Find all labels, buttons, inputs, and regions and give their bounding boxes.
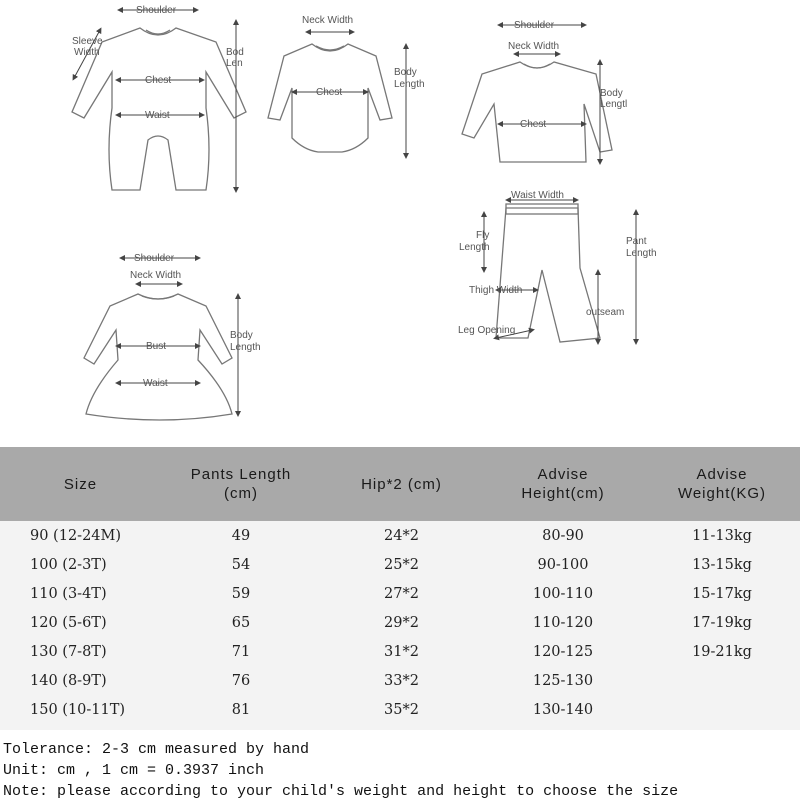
top-chest-label: Chest	[520, 119, 547, 130]
pants-diagram	[458, 190, 657, 342]
cell-height: 130-140	[532, 701, 594, 718]
dress-waist-label: Waist	[143, 378, 168, 389]
pants-waist-label: Waist Width	[511, 190, 564, 201]
cell-hip: 29*2	[384, 614, 419, 631]
romper-shoulder-label: Shoulder	[136, 5, 177, 16]
dress-shoulder-label: Shoulder	[134, 253, 175, 264]
pants-length-label-2: Length	[626, 248, 657, 259]
cell-hip: 25*2	[384, 556, 419, 573]
bodysuit-outline	[268, 44, 392, 152]
bodysuit-diagram	[268, 15, 425, 156]
dress-body-label: Body	[230, 330, 253, 341]
table-row	[0, 550, 800, 579]
cell-pants-length: 49	[231, 527, 251, 544]
cell-size: 120 (5-6T)	[30, 614, 107, 631]
cell-height: 80-90	[542, 527, 584, 544]
notes-block	[3, 739, 800, 802]
cell-pants-length: 65	[231, 614, 251, 631]
pants-waistband	[506, 204, 578, 214]
cell-size: 110 (3-4T)	[30, 585, 107, 602]
romper-body-label: Bod	[226, 47, 244, 58]
cell-hip: 35*2	[384, 701, 419, 718]
pants-leg-label: Leg Opening	[458, 325, 516, 336]
cell-hip: 27*2	[384, 585, 419, 602]
cell-weight: 19-21kg	[692, 643, 752, 660]
dress-collar	[142, 296, 174, 299]
cell-height: 120-125	[532, 643, 594, 660]
cell-size: 100 (2-3T)	[30, 556, 107, 573]
cell-weight: 13-15kg	[692, 556, 752, 573]
cell-size: 90 (12-24M)	[30, 527, 122, 544]
cell-pants-length: 81	[231, 701, 251, 718]
dress-body-label-2: Length	[230, 342, 261, 353]
cell-hip: 24*2	[384, 527, 419, 544]
top-body-label: Body	[600, 88, 623, 99]
top-neck-label: Neck Width	[508, 41, 560, 52]
cell-weight: 15-17kg	[692, 585, 752, 602]
cell-pants-length: 59	[231, 585, 251, 602]
cell-height: 110-120	[532, 614, 594, 631]
tolerance-note: Tolerance: 2-3 cm measured by hand	[3, 741, 310, 758]
table-row	[0, 579, 800, 608]
romper-waist-label: Waist	[145, 110, 170, 121]
cell-weight	[644, 666, 800, 695]
size-chart	[0, 447, 800, 730]
cell-weight: 17-19kg	[692, 614, 752, 631]
cell-pants-length: 71	[231, 643, 251, 660]
header-pants-length: Pants Length (cm)	[161, 447, 321, 521]
dress-diagram	[84, 253, 261, 420]
header-hip: Hip*2 (cm)	[321, 447, 482, 521]
size-table	[0, 447, 800, 724]
size-table-header-row	[0, 447, 800, 521]
top-shoulder-label: Shoulder	[514, 20, 555, 31]
cell-weight	[644, 695, 800, 724]
dress-bust-label: Bust	[146, 341, 167, 352]
top-body-label-2: Lengtl	[600, 99, 628, 110]
top-outline	[462, 62, 612, 162]
header-advise-height: Advise Height(cm)	[482, 447, 644, 521]
table-row	[0, 521, 800, 550]
table-row	[0, 666, 800, 695]
bodysuit-body-label: Body	[394, 67, 417, 78]
dress-neck-label: Neck Width	[130, 270, 182, 281]
romper-chest-label: Chest	[145, 75, 172, 86]
romper-sleeve-label: Sleeve	[72, 36, 103, 47]
bodysuit-chest-label: Chest	[316, 87, 343, 98]
header-size: Size	[0, 447, 161, 521]
pants-outline	[496, 208, 600, 342]
cell-height: 125-130	[532, 672, 594, 689]
pants-fly-label: Fly	[476, 230, 490, 241]
cell-height: 90-100	[537, 556, 589, 573]
table-row	[0, 637, 800, 666]
unit-note: Unit: cm , 1 cm = 0.3937 inch	[3, 762, 265, 779]
top-diagram	[462, 20, 627, 162]
cell-pants-length: 76	[231, 672, 251, 689]
bodysuit-neck-label: Neck Width	[302, 15, 354, 26]
romper-diagram	[72, 5, 246, 190]
romper-sleeve-label-2: Width	[74, 47, 100, 58]
header-advise-weight: Advise Weight(KG)	[644, 447, 800, 521]
romper-body-label-2: Len	[226, 58, 243, 69]
cell-hip: 33*2	[384, 672, 419, 689]
cell-weight: 11-13kg	[692, 527, 752, 544]
cell-size: 150 (10-11T)	[30, 701, 126, 718]
size-advice-note: Note: please according to your child's weight and height to choose the size	[3, 783, 679, 800]
table-row	[0, 608, 800, 637]
bodysuit-body-label-2: Length	[394, 79, 425, 90]
dress-outline	[84, 294, 232, 420]
table-row	[0, 695, 800, 724]
cell-height: 100-110	[532, 585, 594, 602]
pants-fly-label-2: Length	[459, 242, 490, 253]
cell-size: 130 (7-8T)	[30, 643, 107, 660]
top-collar	[524, 64, 550, 68]
cell-pants-length: 54	[231, 556, 251, 573]
pants-length-label: Pant	[626, 236, 647, 247]
pants-outseam-label: outseam	[586, 307, 625, 318]
cell-hip: 31*2	[384, 643, 419, 660]
cell-size: 140 (8-9T)	[30, 672, 107, 689]
pants-thigh-label: Thigh Width	[469, 285, 523, 296]
